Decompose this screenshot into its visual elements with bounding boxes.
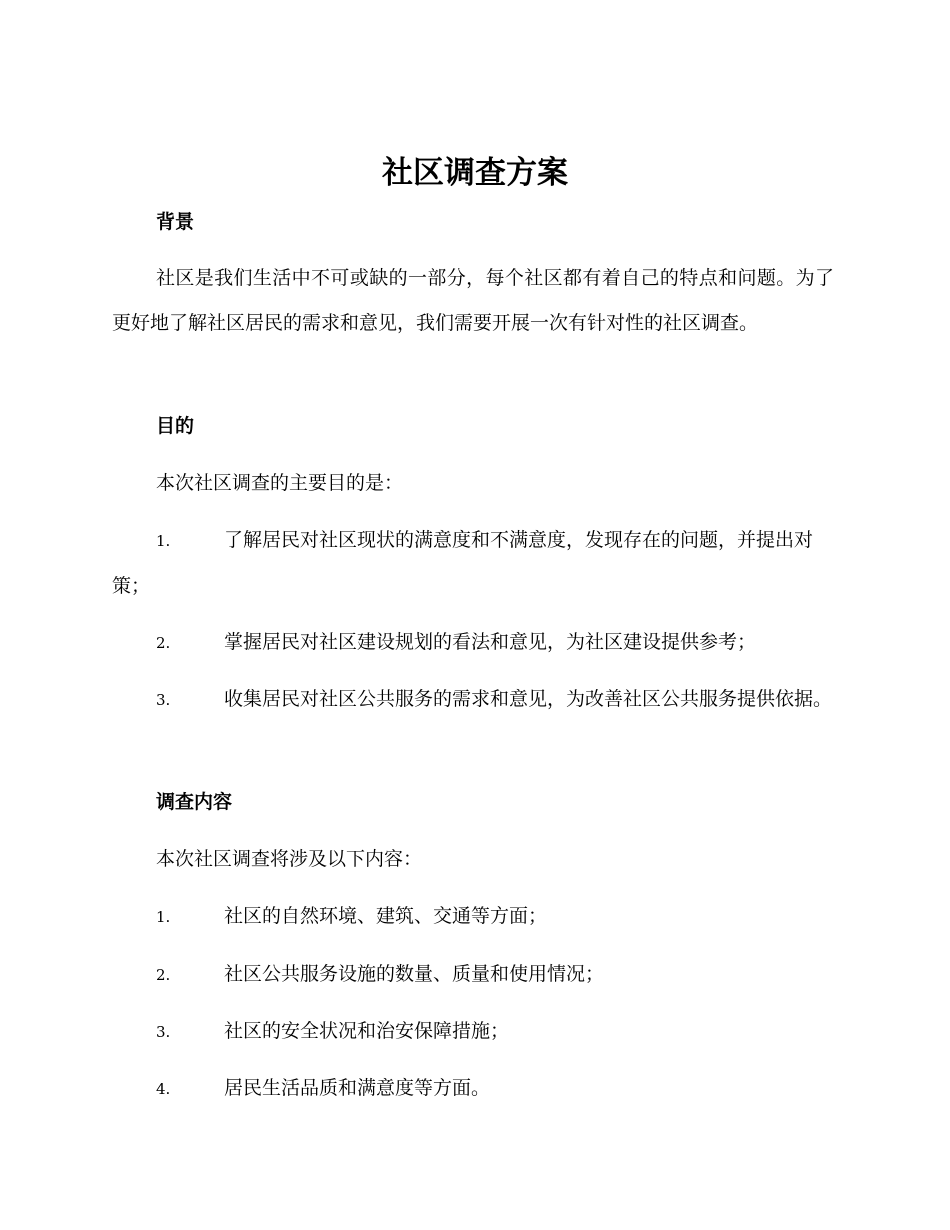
list-item-text: 掌握居民对社区建设规划的看法和意见，为社区建设提供参考；	[224, 631, 757, 653]
list-item-text: 收集居民对社区公共服务的需求和意见，为改善社区公共服务提供依据。	[224, 688, 833, 710]
section-heading-content: 调查内容	[156, 791, 233, 813]
purpose-intro: 本次社区调查的主要目的是：	[156, 472, 404, 494]
list-item-number: 1.	[156, 532, 171, 550]
document-title: 社区调查方案	[382, 155, 568, 191]
list-item-number: 2.	[156, 966, 171, 984]
list-item-text: 社区公共服务设施的数量、质量和使用情况；	[224, 963, 605, 985]
content-list-item	[112, 1009, 834, 1055]
list-item-text: 社区的自然环境、建筑、交通等方面；	[224, 905, 548, 927]
content-list-item	[112, 894, 834, 940]
purpose-list-item	[112, 620, 834, 666]
content-list-item	[112, 952, 834, 998]
background-paragraph: 社区是我们生活中不可或缺的一部分，每个社区都有着自己的特点和问题。为了更好地了解社区居民的需求和意见，我们需要开展一次有针对性的社区调查。	[112, 267, 834, 334]
content-intro: 本次社区调查将涉及以下内容：	[156, 848, 423, 870]
list-item-number: 1.	[156, 908, 171, 926]
section-heading-purpose: 目的	[156, 415, 195, 437]
section-heading-background: 背景	[156, 211, 195, 233]
purpose-list-item	[112, 677, 834, 723]
list-item-number: 4.	[156, 1080, 171, 1098]
list-item-number: 3.	[156, 691, 171, 709]
list-item-number: 2.	[156, 634, 171, 652]
content-list-item	[112, 1066, 834, 1112]
list-item-text: 居民生活品质和满意度等方面。	[224, 1077, 491, 1099]
list-item-text: 了解居民对社区现状的满意度和不满意度，发现存在的问题，并提出对策；	[112, 529, 814, 597]
list-item-number: 3.	[156, 1023, 171, 1041]
purpose-list-item	[112, 518, 834, 609]
list-item-text: 社区的安全状况和治安保障措施；	[224, 1020, 510, 1042]
